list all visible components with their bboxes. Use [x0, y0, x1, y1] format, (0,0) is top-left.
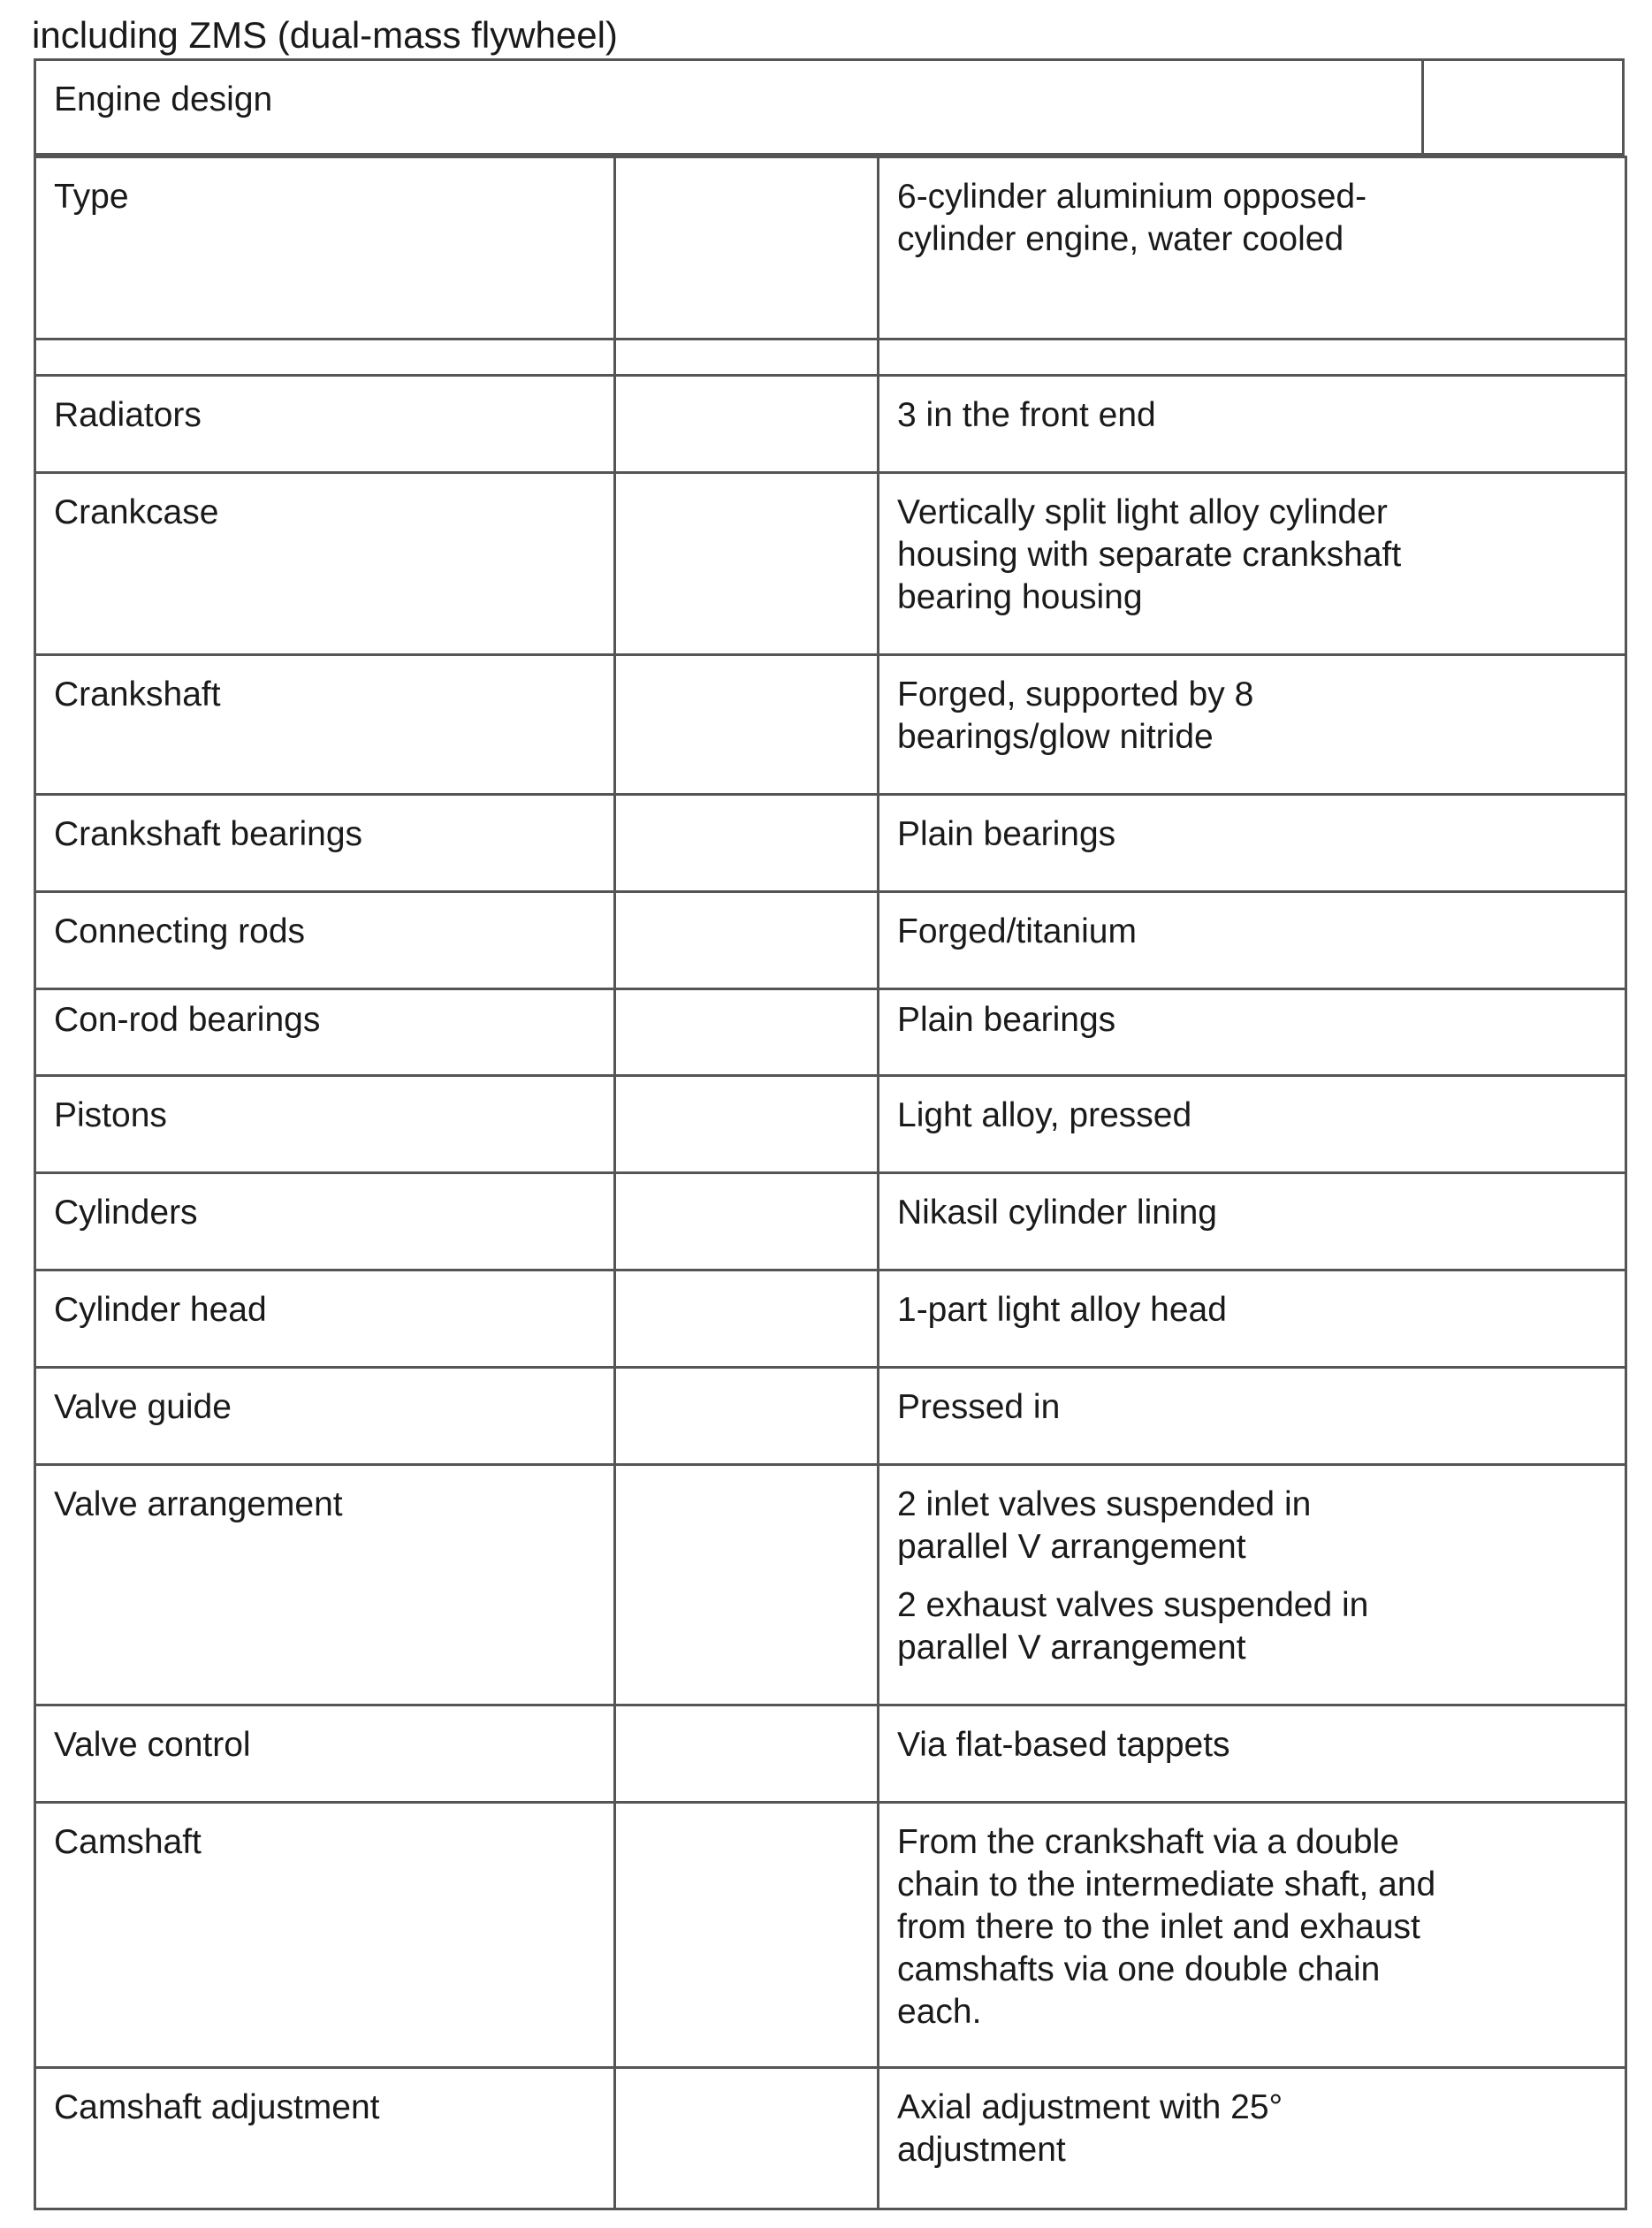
table-row-cylinder-head — [35, 1270, 1626, 1368]
section-title: Engine design — [36, 61, 1424, 153]
table-row-crankshaft-bearings — [35, 795, 1626, 892]
table-row-camshaft-adjustment — [35, 2068, 1626, 2209]
table-row-radiators — [35, 376, 1626, 473]
row-middle — [615, 340, 879, 376]
row-label: Cylinder head — [35, 1270, 615, 1368]
row-label: Crankcase — [35, 473, 615, 655]
row-middle — [615, 1368, 879, 1465]
row-value: Vertically split light alloy cylinder housing with separate crankshaft bearing housing — [879, 473, 1626, 655]
row-label — [35, 340, 615, 376]
row-label: Type — [35, 157, 615, 340]
row-middle — [615, 655, 879, 795]
row-label: Crankshaft — [35, 655, 615, 795]
row-middle — [615, 1076, 879, 1173]
row-label: Crankshaft bearings — [35, 795, 615, 892]
row-label: Camshaft adjustment — [35, 2068, 615, 2209]
table-row-crankshaft — [35, 655, 1626, 795]
row-value: From the crankshaft via a double chain to the intermediate shaft, and from there to the inlet and exhaust camshafts via one double chain each. — [879, 1803, 1626, 2068]
table-row-con-rod-bearings — [35, 989, 1626, 1076]
row-value: 3 in the front end — [879, 376, 1626, 473]
table-row-type — [35, 157, 1626, 340]
row-middle — [615, 795, 879, 892]
row-label: Con-rod bearings — [35, 989, 615, 1076]
row-value: Plain bearings — [879, 989, 1626, 1076]
row-middle — [615, 1270, 879, 1368]
row-label: Connecting rods — [35, 892, 615, 989]
row-value: 1-part light alloy head — [879, 1270, 1626, 1368]
row-value: 6-cylinder aluminium opposed-cylinder engine, water cooled — [879, 157, 1626, 340]
row-label: Pistons — [35, 1076, 615, 1173]
section-title-side-cell — [1424, 61, 1622, 153]
table-row-camshaft — [35, 1803, 1626, 2068]
engine-design-header-table — [34, 58, 1625, 156]
row-middle — [615, 2068, 879, 2209]
row-middle — [615, 157, 879, 340]
table-row-spacer — [35, 340, 1626, 376]
row-middle — [615, 1173, 879, 1270]
row-value-line-2: 2 exhaust valves suspended in parallel V arrangement — [897, 1586, 1369, 1667]
row-label: Valve guide — [35, 1368, 615, 1465]
engine-spec-table — [34, 156, 1627, 2210]
row-middle — [615, 989, 879, 1076]
row-value — [879, 340, 1626, 376]
row-value-line-1: 2 inlet valves suspended in parallel V arrangement — [897, 1485, 1312, 1566]
table-row-connecting-rods — [35, 892, 1626, 989]
table-row-cylinders — [35, 1173, 1626, 1270]
row-middle — [615, 473, 879, 655]
table-row-valve-control — [35, 1705, 1626, 1803]
row-value — [879, 1465, 1626, 1705]
row-value: Nikasil cylinder lining — [879, 1173, 1626, 1270]
row-value: Axial adjustment with 25° adjustment — [879, 2068, 1626, 2209]
row-middle — [615, 1705, 879, 1803]
row-value: Via flat-based tappets — [879, 1705, 1626, 1803]
row-value: Forged/titanium — [879, 892, 1626, 989]
page-caption: including ZMS (dual-mass flywheel) — [32, 14, 618, 56]
row-label: Cylinders — [35, 1173, 615, 1270]
row-middle — [615, 376, 879, 473]
table-row-pistons — [35, 1076, 1626, 1173]
row-label: Camshaft — [35, 1803, 615, 2068]
table-row-valve-arrangement — [35, 1465, 1626, 1705]
row-label: Valve control — [35, 1705, 615, 1803]
row-middle — [615, 1465, 879, 1705]
row-value: Pressed in — [879, 1368, 1626, 1465]
row-value: Plain bearings — [879, 795, 1626, 892]
row-middle — [615, 892, 879, 989]
row-middle — [615, 1803, 879, 2068]
row-label: Radiators — [35, 376, 615, 473]
row-label: Valve arrangement — [35, 1465, 615, 1705]
table-row-crankcase — [35, 473, 1626, 655]
row-value: Light alloy, pressed — [879, 1076, 1626, 1173]
row-value: Forged, supported by 8 bearings/glow nitride — [879, 655, 1626, 795]
table-row-valve-guide — [35, 1368, 1626, 1465]
